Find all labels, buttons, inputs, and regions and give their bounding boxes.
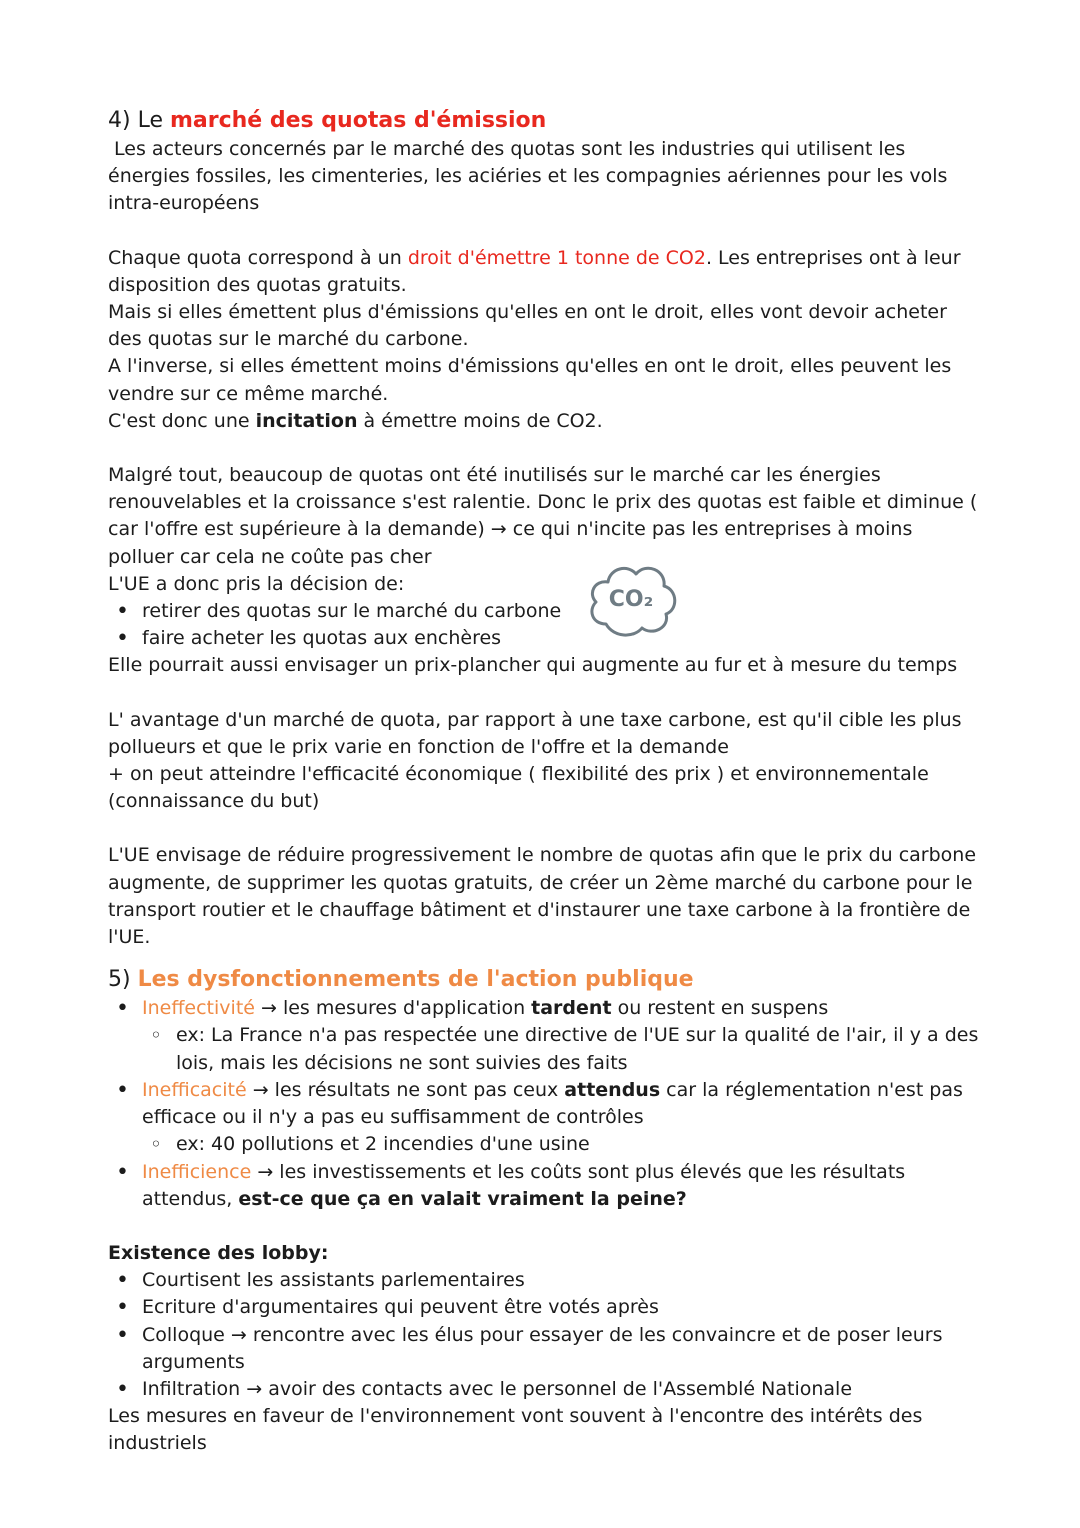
paragraph-eu-decision: L'UE a donc pris la décision de:: [108, 572, 405, 595]
term-inefficience: Inefficience: [142, 1160, 252, 1183]
paragraph-quota-definition: Chaque quota correspond à un droit d'émettre 1 tonne de CO2. Les entreprises ont à leur disposition des quotas gratuits.: [108, 246, 961, 296]
lobby-title: Existence des lobby:: [108, 1241, 329, 1264]
paragraph-efficiency: + on peut atteindre l'efficacité économique ( flexibilité des prix ) et environnementale (connaissance du but): [108, 763, 929, 813]
quota-definition-highlight: droit d'émettre 1 tonne de CO2: [407, 246, 706, 269]
lobby-conclusion: Les mesures en faveur de l'environnement vont souvent à l'encontre des intérêts des industriels: [108, 1405, 923, 1455]
decision-list: [108, 598, 980, 652]
paragraph-floor-price: Elle pourrait aussi envisager un prix-plancher qui augmente au fur et à mesure du temps: [108, 654, 958, 677]
lobby-list: [108, 1267, 980, 1403]
list-item: • Infiltration → avoir des contacts avec le personnel de l'Assemblé Nationale: [108, 1376, 980, 1403]
list-item: • Colloque → rencontre avec les élus pour essayer de les convaincre et de poser leurs arguments: [108, 1322, 980, 1376]
section-4-title-highlight: marché des quotas d'émission: [169, 108, 547, 133]
section-5-title-highlight: Les dysfonctionnements de l'action publique: [137, 967, 694, 993]
list-item: • Inefficacité → les résultats ne sont pas ceux attendus car la réglementation n'est pas efficace ou il n'y a pas eu suffisamment de contrôles ◦ ex: 40 pollutions et 2 incendies d'une usine: [108, 1077, 980, 1159]
sub-list-item: ◦ ex: 40 pollutions et 2 incendies d'une usine: [142, 1131, 980, 1158]
list-item: • Ecriture d'argumentaires qui peuvent être votés après: [108, 1294, 980, 1321]
paragraph-actors: Les acteurs concernés par le marché des quotas sont les industries qui utilisent les énergies fossiles, les cimenteries, les aciéries et les compagnies aériennes pour les vols intra-européens: [108, 138, 954, 215]
co2-cloud-icon: [584, 558, 680, 640]
paragraph-buy: Mais si elles émettent plus d'émissions qu'elles en ont le droit, elles vont devoir acheter des quotas sur le marché du carbone.: [108, 301, 947, 351]
document-page: [108, 106, 980, 1458]
list-item: • Inefficience → les investissements et les coûts sont plus élevés que les résultats attendus, est-ce que ça en valait vraiment la peine?: [108, 1159, 980, 1213]
paragraph-incentive: C'est donc une incitation à émettre moins de CO2.: [108, 409, 603, 432]
section-4-title: 4) Le marché des quotas d'émission: [108, 108, 547, 133]
list-item: • Ineffectivité → les mesures d'application tardent ou restent en suspens ◦ ex: La France n'a pas respectée une directive de l'UE sur la qualité de l'air, il y a des lois, mais les décisions ne sont suivies des faits: [108, 995, 980, 1077]
term-ineffectivite: Ineffectivité: [142, 997, 255, 1020]
paragraph-advantage: L' avantage d'un marché de quota, par rapport à une taxe carbone, est qu'il cible les plus pollueurs et que le prix varie en fonction de l'offre et la demande: [108, 708, 962, 758]
list-item: • faire acheter les quotas aux enchères: [108, 625, 980, 652]
list-item: • retirer des quotas sur le marché du carbone: [108, 598, 980, 625]
section-5-title: 5) Les dysfonctionnements de l'action publique: [108, 967, 694, 993]
paragraph-unused-quotas: Malgré tout, beaucoup de quotas ont été inutilisés sur le marché car les énergies renouvelables et la croissance s'est ralentie. Donc le prix des quotas est faible et diminue ( car l'offre est supérieure à la demande) → ce qui n'incite pas les entreprises à moins polluer car cela ne coûte pas cher: [108, 464, 978, 568]
sub-list-item: ◦ ex: La France n'a pas respectée une directive de l'UE sur la qualité de l'air, il y a des lois, mais les décisions ne sont suivies des faits: [142, 1022, 980, 1076]
paragraph-sell: A l'inverse, si elles émettent moins d'émissions qu'elles en ont le droit, elles peuvent les vendre sur ce même marché.: [108, 355, 952, 405]
list-item: • Courtisent les assistants parlementaires: [108, 1267, 980, 1294]
dysfunction-list: [108, 995, 980, 1213]
paragraph-eu-plan: L'UE envisage de réduire progressivement le nombre de quotas afin que le prix du carbone augmente, de supprimer les quotas gratuits, de créer un 2ème marché du carbone pour le transport routier et le chauffage bâtiment et d'instaurer une taxe carbone à la frontière de l'UE.: [108, 844, 977, 949]
term-inefficacite: Inefficacité: [142, 1078, 247, 1101]
co2-label: CO₂: [608, 587, 654, 612]
